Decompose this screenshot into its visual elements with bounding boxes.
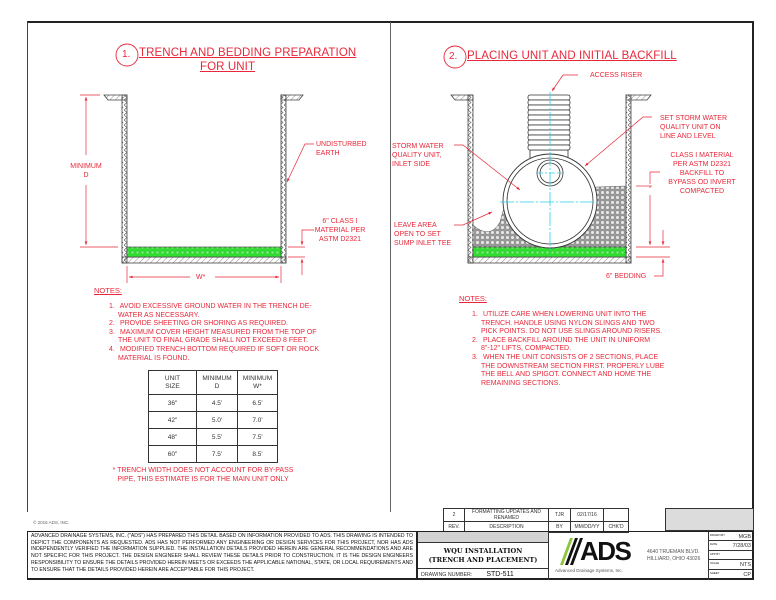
- trench-1: [80, 95, 314, 283]
- revision-row: [444, 509, 629, 522]
- cell: 7.5': [238, 429, 278, 446]
- panel1-title-line2: FOR UNIT: [200, 61, 256, 73]
- detail-number-2: 2.: [449, 51, 458, 62]
- detail-number-1: 1.: [122, 49, 131, 60]
- title-block-fields: [709, 532, 753, 580]
- field-sheet: SHEET CP: [710, 570, 751, 578]
- bedding-label: 6" BEDDING: [606, 273, 647, 280]
- panel1-notes-list: [104, 303, 322, 363]
- undisturbed-earth-label: UNDISTURBED EARTH: [316, 141, 367, 157]
- unit-size-table: [148, 370, 278, 463]
- panel1-notes-heading: NOTES:: [94, 286, 122, 295]
- header-by: BY: [549, 522, 571, 533]
- class-material-label: CLASS I MATERIAL PER ASTM D2321 BACKFILL TO BYPASS OD INVERT COMPACTED: [668, 152, 736, 195]
- table-header-row: [149, 371, 278, 395]
- panel2-notes-list: [467, 311, 667, 388]
- field-scale: SCALE NTS: [710, 561, 751, 569]
- note-item: 1. UTILIZE CARE WHEN LOWERING UNIT INTO THE TRENCH. HANDLE USING NYLON SLINGS AND TWO PICK POINTS. DO NOT USE SLINGS AROUND RISERS.: [472, 311, 663, 336]
- cell: 7.5': [197, 446, 238, 463]
- rev-date: 02/17/16: [571, 509, 604, 522]
- cell: 7.0': [238, 412, 278, 429]
- cell: 48": [149, 429, 197, 446]
- disclaimer-text: ADVANCED DRAINAGE SYSTEMS, INC. ("ADS") HAS PREPARED THIS DETAIL BASED ON INFORMATION PROVIDED TO ADS. THIS DRAWING IS INTENDED TO DEPICT THE COMPONENTS AS REQUESTED. ADS HAS NOT PERFORMED ANY ENGINEERING OR DESIGN SERVICES FOR THIS PROJECT, NOR HAS ADS INDEPENDENTLY VERIFIED THE INFORMATION SUPPLIED. THE INSTALLATION DETAILS PROVIDED HEREIN ARE GENERAL RECOMMENDATIONS AND ARE NOT SPECIFIC FOR THIS PROJECT. THE DESIGN ENGINEER SHALL REVIEW THESE DETAILS PRIOR TO CONSTRUCTION. IT IS THE DESIGN ENGINEERS RESPONSIBILITY TO ENSURE THE DETAILS PROVIDED HEREIN MEETS OR EXCEEDS THE APPLICABLE NATIONAL, STATE, OR LOCAL REQUIREMENTS AND TO ENSURE THAT THE DETAILS PROVIDED HEREIN ARE ACCEPTABLE FOR THIS PROJECT.: [27, 531, 417, 580]
- revision-gray-box: [665, 508, 754, 531]
- field-drawn-by: DRAWN BY MGB: [710, 533, 751, 540]
- header-min-d: MINIMUM D: [197, 371, 238, 395]
- leave-area-label: LEAVE AREA OPEN TO SET SUMP INLET TEE: [394, 222, 452, 247]
- min-depth-label: MINIMUM D: [70, 163, 102, 179]
- drawing-title: WQU INSTALLATION (TRENCH AND PLACEMENT): [418, 543, 548, 569]
- note-item: 2. PLACE BACKFILL AROUND THE UNIT IN UNIFORM 8"-12" LIFTS, COMPACTED.: [472, 336, 651, 353]
- panel2-notes-heading: NOTES:: [459, 294, 487, 303]
- company-name: Advanced Drainage Systems, Inc.: [555, 568, 623, 573]
- storm-water-unit-label: STORM WATER QUALITY UNIT, INLET SIDE: [392, 143, 444, 168]
- cell: 5.0': [197, 412, 238, 429]
- company-address: 4640 TRUEMAN BLVD. HILLIARD, OHIO 43026: [647, 549, 701, 562]
- panel1-title: TRENCH AND BEDDING PREPARATION: [139, 47, 357, 59]
- drawing-number-field: DRAWING NUMBER: STD-511: [421, 571, 514, 578]
- title-gray-band: [418, 532, 548, 543]
- width-label: W*: [196, 274, 206, 281]
- cell: 4.5': [197, 395, 238, 412]
- header-chkd: CHK'D: [604, 522, 629, 533]
- cell: 60": [149, 446, 197, 463]
- cell: 8.5': [238, 446, 278, 463]
- revision-table: [443, 508, 629, 533]
- ads-logo: ADS: [580, 536, 631, 566]
- rev-number: 2: [444, 509, 465, 522]
- bedding-material-label: 6" CLASS I MATERIAL PER ASTM D2321: [314, 218, 366, 243]
- trench-2: [451, 75, 670, 276]
- cell: 5.5': [197, 429, 238, 446]
- set-unit-label: SET STORM WATER QUALITY UNIT ON LINE AND LEVEL: [660, 115, 728, 140]
- cell: 6.5': [238, 395, 278, 412]
- table-row: [149, 395, 278, 412]
- header-unit-size: UNIT SIZE: [149, 371, 197, 395]
- note-item: 3. MAXIMUM COVER HEIGHT MEASURED FROM THE TOP OF THE UNIT TO FINAL GRADE SHALL NOT EXCEED 8 FEET.: [109, 328, 317, 345]
- note-item: 2. PROVIDE SHEETING OR SHORING AS REQUIRED.: [109, 320, 288, 328]
- rev-chkd: [604, 509, 629, 522]
- table-row: [149, 446, 278, 463]
- rev-by: TJR: [549, 509, 571, 522]
- drawing-number: STD-511: [486, 571, 514, 578]
- rev-description: FORMATTING UPDATES AND RENAMED: [465, 509, 549, 522]
- copyright-text: © 2016 ADS, INC.: [33, 520, 70, 525]
- header-description: DESCRIPTION: [465, 522, 549, 533]
- note-item: 4. MODIFIED TRENCH BOTTOM REQUIRED IF SOFT OR ROCK MATERIAL IS FOUND.: [109, 345, 320, 362]
- cell: 42": [149, 412, 197, 429]
- table-row: [149, 412, 278, 429]
- header-date: MM/DD/YY: [571, 522, 604, 533]
- note-item: 3. WHEN THE UNIT CONSISTS OF 2 SECTIONS, PLACE THE DOWNSTREAM SECTION FIRST. PROPERLY LUBE THE BELL AND SPIGOT. CONNECT AND HOME THE REMAINING SECTIONS.: [472, 353, 665, 387]
- table-row: [149, 429, 278, 446]
- panel2-title: PLACING UNIT AND INITIAL BACKFILL: [467, 50, 677, 62]
- field-app-by: APP BY: [709, 551, 753, 560]
- field-date: DATE 7/28/03: [710, 542, 751, 550]
- cell: 36": [149, 395, 197, 412]
- header-min-w: MINIMUM W*: [238, 371, 278, 395]
- header-rev: REV.: [444, 522, 465, 533]
- ads-logo-block: [548, 532, 709, 580]
- trench-width-footnote: * TRENCH WIDTH DOES NOT ACCOUNT FOR BY-PASS PIPE, THIS ESTIMATE IS FOR THE MAIN UNIT ONLY: [112, 467, 294, 483]
- title-block: [417, 531, 754, 580]
- access-riser-label: ACCESS RISER: [590, 72, 643, 79]
- note-item: 1. AVOID EXCESSIVE GROUND WATER IN THE TRENCH DE-WATER AS NECESSARY.: [109, 303, 312, 319]
